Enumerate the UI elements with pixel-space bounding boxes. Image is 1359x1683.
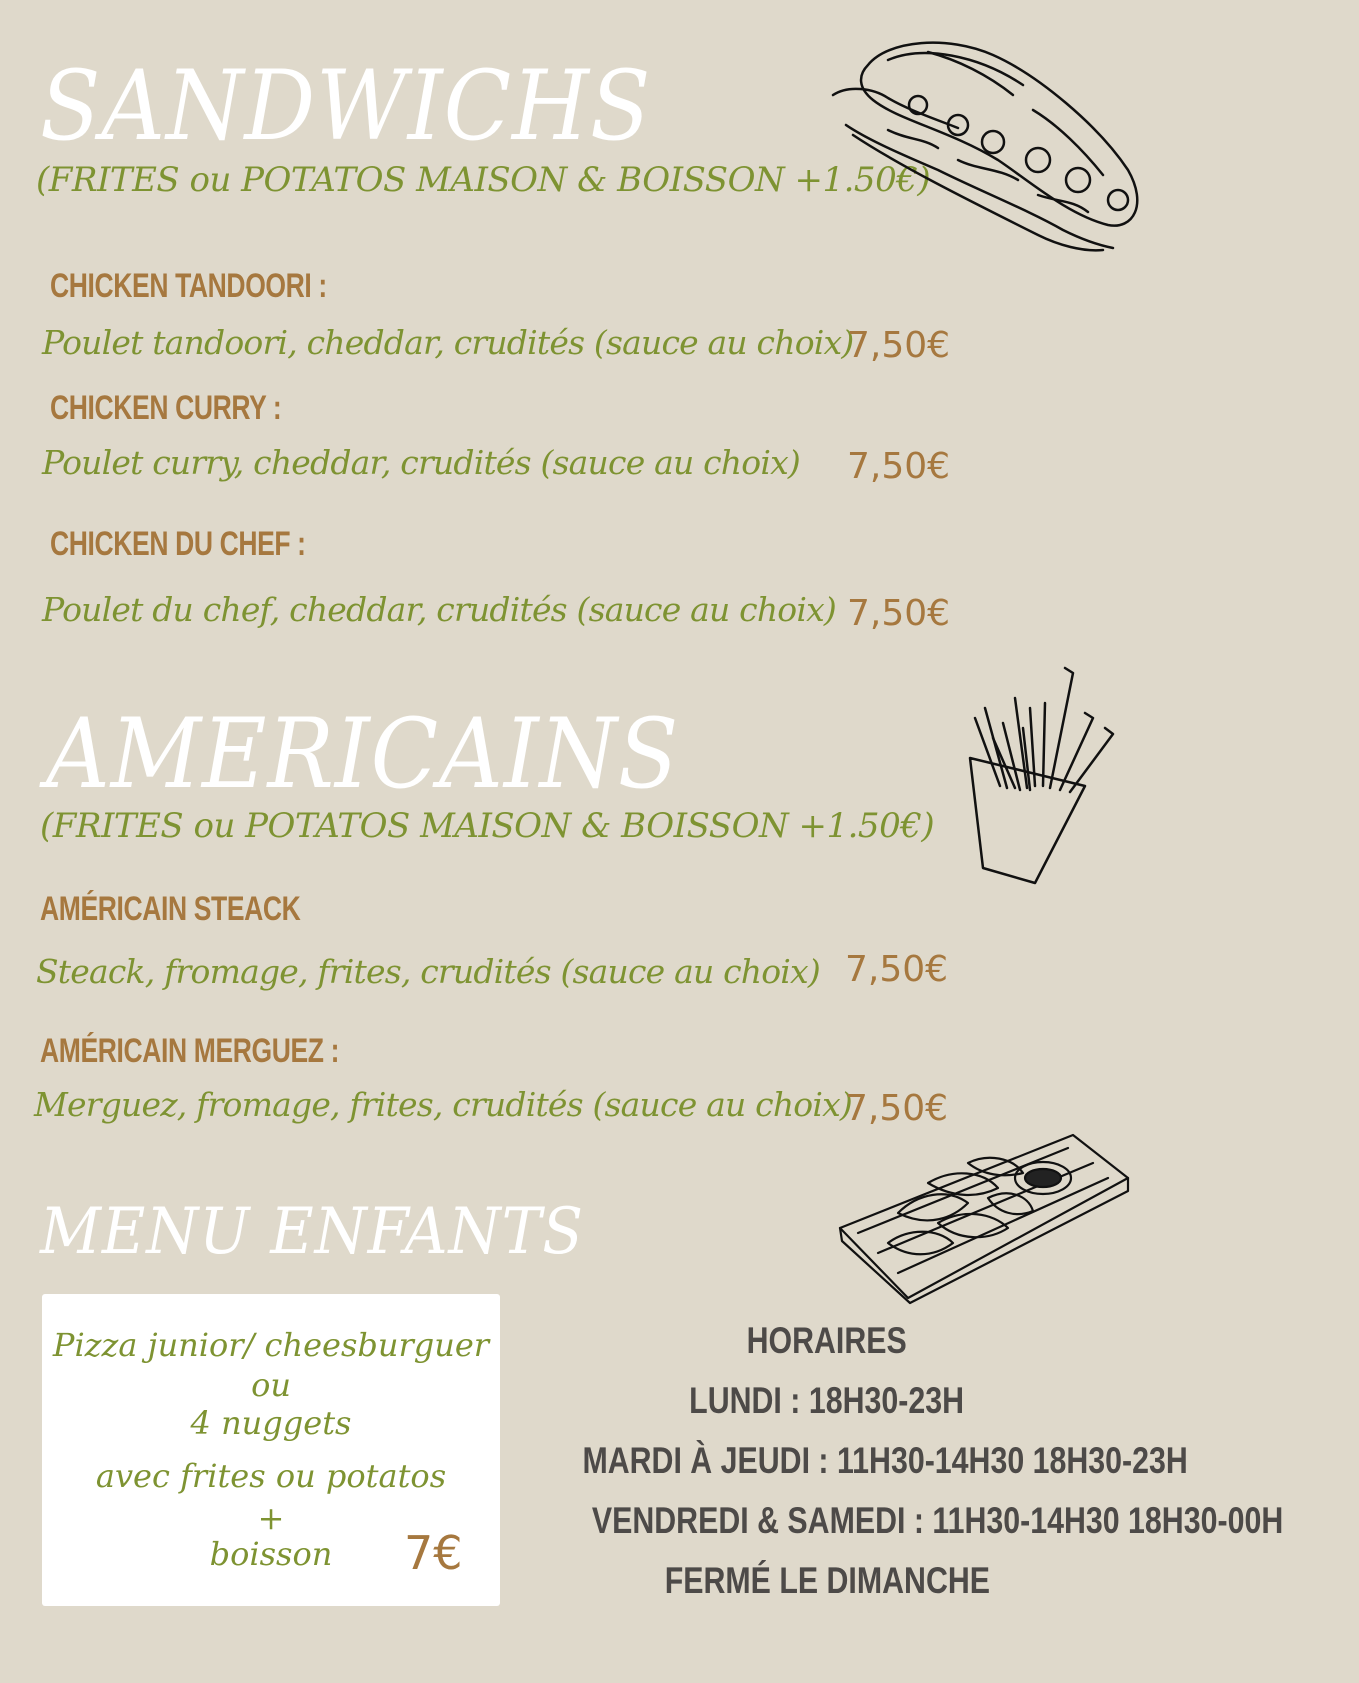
kids-line-1: Pizza junior/ cheesburguer [52,1326,490,1364]
item-title-americain-steack: AMÉRICAIN STEACK [40,890,301,928]
item-desc-americain-merguez: Merguez, fromage, frites, crudités (sauce au choix) [34,1085,852,1124]
item-price-chicken-du-chef: 7,50€ [847,593,951,634]
item-title-chicken-curry: CHICKEN CURRY : [50,389,282,427]
americains-title: AMERICAINS [46,698,680,810]
americains-subtitle: (FRITES ou POTATOS MAISON & BOISSON +1.50€) [40,806,935,846]
kids-menu-price: 7€ [404,1526,463,1580]
kids-menu-card [42,1294,500,1606]
hours-line-vendredi-samedi: VENDREDI & SAMEDI : 11H30-14H30 18H30-00H [591,1500,1284,1541]
kids-line-2: ou [251,1366,291,1404]
item-price-chicken-curry: 7,50€ [847,446,951,487]
item-desc-chicken-du-chef: Poulet du chef, cheddar, crudités (sauce au choix) [42,590,836,629]
potato-board-icon [838,1133,1130,1303]
item-title-americain-merguez: AMÉRICAIN MERGUEZ : [40,1032,340,1070]
kids-line-3: 4 nuggets [190,1404,352,1442]
item-title-chicken-du-chef: CHICKEN DU CHEF : [50,525,306,563]
hours-line-dimanche: FERMÉ LE DIMANCHE [664,1560,990,1601]
item-price-chicken-tandoori: 7,50€ [847,325,951,366]
hours-line-mardi-jeudi: MARDI À JEUDI : 11H30-14H30 18H30-23H [582,1440,1188,1481]
item-price-americain-steack: 7,50€ [845,949,949,990]
fries-icon [965,668,1125,888]
sandwichs-subtitle: (FRITES ou POTATOS MAISON & BOISSON +1.50€) [36,160,931,200]
item-price-americain-merguez: 7,50€ [845,1088,949,1129]
item-desc-americain-steack: Steack, fromage, frites, crudités (sauce au choix) [36,952,820,991]
item-desc-chicken-tandoori: Poulet tandoori, cheddar, crudités (sauce au choix) [42,323,854,362]
item-desc-chicken-curry: Poulet curry, cheddar, crudités (sauce au choix) [42,443,800,482]
kids-line-4: avec frites ou potatos [95,1457,447,1495]
sandwichs-title: SANDWICHS [40,50,652,162]
sandwich-icon [828,30,1148,255]
item-title-chicken-tandoori: CHICKEN TANDOORI : [50,267,327,305]
kids-line-5: + [257,1499,285,1537]
menu-enfants-title: MENU ENFANTS [40,1195,584,1269]
kids-line-6: boisson [209,1535,333,1573]
hours-title: HORAIRES [746,1320,908,1361]
hours-line-lundi: LUNDI : 18H30-23H [689,1380,965,1421]
